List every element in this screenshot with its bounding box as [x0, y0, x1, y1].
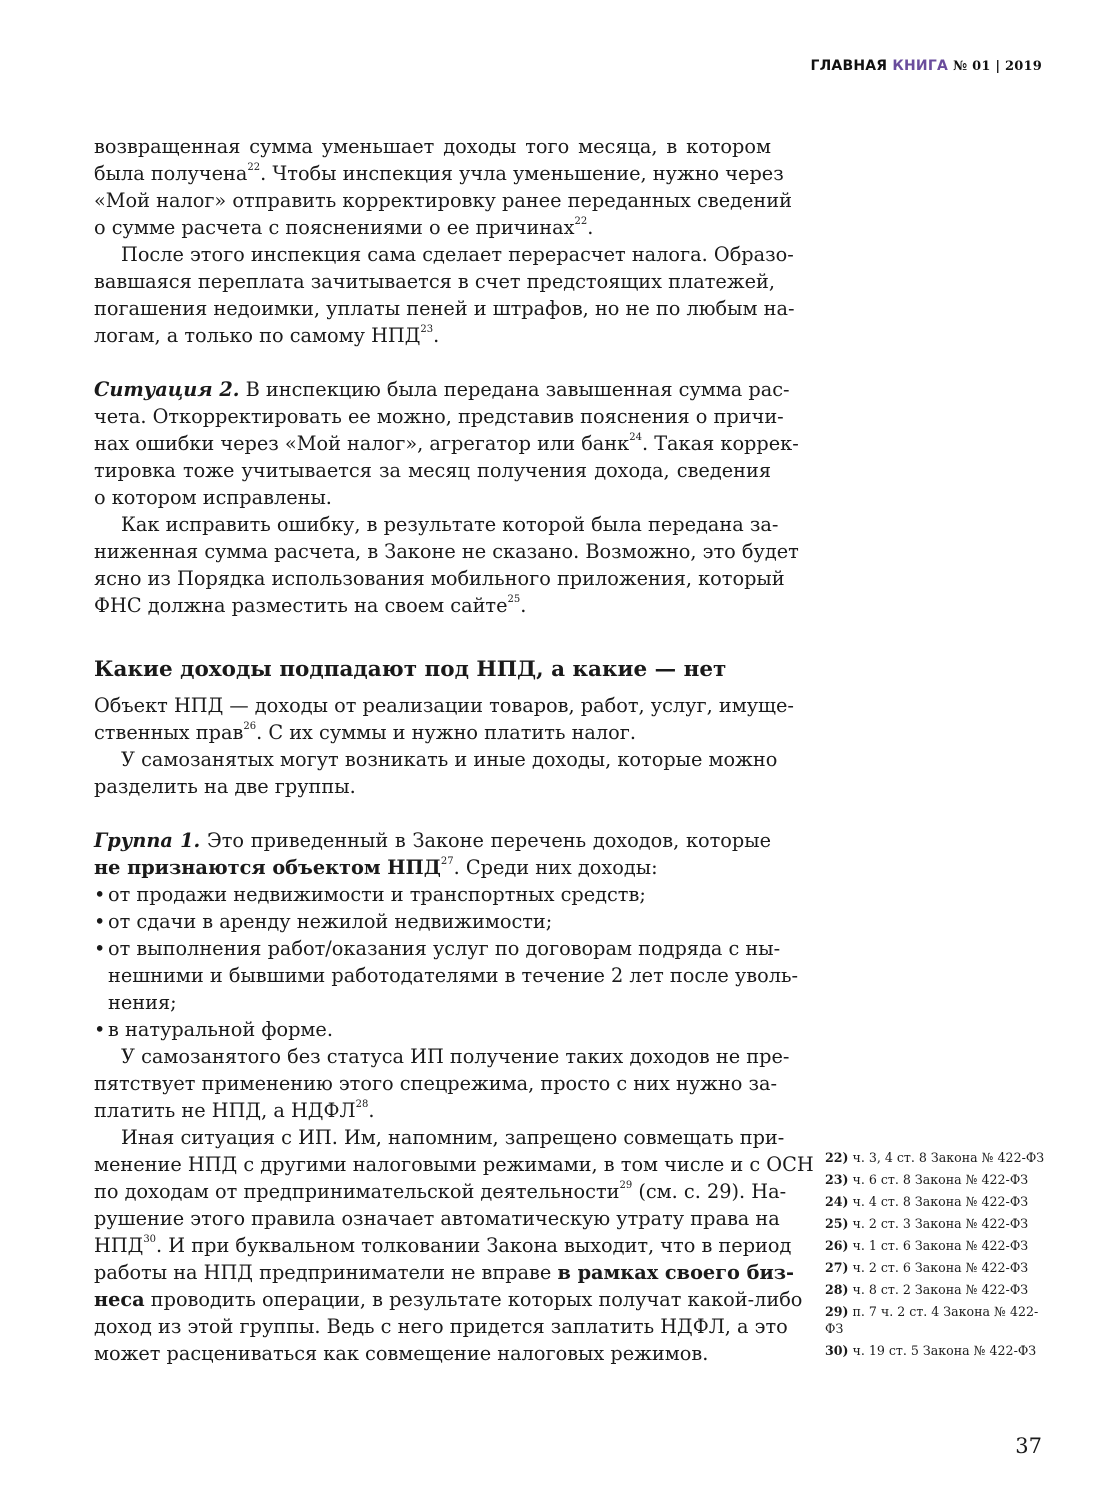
footnote-text: ч. 8 ст. 2 Закона № 422-ФЗ [852, 1282, 1029, 1297]
emphasis-text: в рамках своего биз- [557, 1261, 795, 1284]
text-line [94, 881, 771, 908]
text-span: После этого инспекция сама сделает перерасчет налога. Образо- [121, 243, 794, 266]
text-line [94, 538, 799, 565]
text-line [94, 457, 771, 484]
footnote-number: 25) [825, 1216, 849, 1231]
footnote [825, 1303, 1055, 1337]
list-item [94, 908, 771, 935]
footnote-ref: 28 [355, 1099, 369, 1110]
text-line [94, 1232, 792, 1259]
text-span: . Такая коррек- [641, 432, 799, 455]
text-line [94, 854, 771, 881]
text-span: ственных прав [94, 721, 244, 744]
text-span: . [368, 1099, 375, 1122]
text-span: возвращенная сумма уменьшает доходы того месяца, в котором [94, 135, 771, 158]
paragraph [94, 746, 778, 800]
paragraph [94, 827, 771, 881]
footnote [825, 1259, 1055, 1276]
text-span: ясно из Порядка использования мобильного приложения, который [94, 567, 785, 590]
footnote-text: ч. 6 ст. 8 Закона № 422-ФЗ [852, 1172, 1029, 1187]
footnote-text: ч. 2 ст. 3 Закона № 422-ФЗ [852, 1216, 1029, 1231]
text-line [94, 214, 771, 241]
text-span: от продажи недвижимости и транспортных средств; [108, 883, 646, 906]
text-span: менение НПД с другими налоговыми режимами, в том числе и с ОСН [94, 1153, 814, 1176]
text-line [94, 1070, 778, 1097]
text-line [94, 1205, 780, 1232]
text-span: вавшаяся переплата зачитывается в счет предстоящих платежей, [94, 270, 775, 293]
footnote-ref: 30 [143, 1234, 157, 1245]
text-span: Иная ситуация с ИП. Им, напомним, запрещено совмещать при- [121, 1126, 785, 1149]
text-span: У самозанятых могут возникать и иные доходы, которые можно [121, 748, 778, 771]
text-line [94, 322, 771, 349]
text-span: НПД [94, 1234, 144, 1257]
text-span: (см. с. 29). На- [632, 1180, 787, 1203]
brand-name-part1: ГЛАВНАЯ [810, 58, 888, 74]
text-span: о сумме расчета с пояснениями о ее причинах [94, 216, 575, 239]
footnote [825, 1237, 1055, 1254]
text-span: рушение этого правила означает автоматическую утрату права на [94, 1207, 780, 1230]
text-span: . [433, 324, 440, 347]
text-span: может расцениваться как совмещение налоговых режимов. [94, 1342, 709, 1365]
footnote-ref: 23 [420, 324, 434, 335]
text-span: доход из этой группы. Ведь с него придется заплатить НДФЛ, а это [94, 1315, 788, 1338]
text-span: Объект НПД — доходы от реализации товаров, работ, услуг, имуще- [94, 694, 794, 717]
text-line [94, 133, 771, 160]
text-span: . Среди них доходы: [453, 856, 658, 879]
text-span: . Чтобы инспекция учла уменьшение, нужно через [260, 162, 784, 185]
article-body [94, 133, 814, 1367]
text-span: В инспекцию была передана завышенная сумма рас- [239, 378, 790, 401]
text-span: была получена [94, 162, 248, 185]
footnote-ref: 27 [440, 856, 454, 867]
text-span: Это приведенный в Законе перечень доходов, которые [200, 829, 771, 852]
footnote [825, 1215, 1055, 1232]
text-line [94, 773, 771, 800]
paragraph [94, 241, 795, 349]
text-span: нения; [108, 991, 177, 1014]
footnote-ref: 29 [619, 1180, 633, 1191]
paragraph [94, 511, 799, 619]
text-span: . [520, 594, 527, 617]
text-line [94, 430, 799, 457]
text-span: от выполнения работ/оказания услуг по договорам подряда с ны- [108, 937, 781, 960]
footnote-ref: 25 [507, 594, 521, 605]
footnote-ref: 22 [574, 216, 588, 227]
emphasis-text: Ситуация 2. [94, 378, 240, 401]
footnote [825, 1342, 1055, 1359]
footnote-text: ч. 1 ст. 6 Закона № 422-ФЗ [852, 1238, 1029, 1253]
text-line [94, 908, 771, 935]
footnote [825, 1193, 1055, 1210]
text-span: проводить операции, в результате которых получат какой-либо [144, 1288, 803, 1311]
text-line [94, 1016, 771, 1043]
footnote-number: 24) [825, 1194, 849, 1209]
text-span: «Мой налог» отправить корректировку ранее переданных сведений [94, 189, 792, 212]
text-line [94, 1151, 814, 1178]
text-span: логам, а только по самому НПД [94, 324, 421, 347]
text-span: Как исправить ошибку, в результате которой была передана за- [121, 513, 779, 536]
text-line [94, 376, 790, 403]
footnote-number: 27) [825, 1260, 849, 1275]
issue-number: № 01 | 2019 [953, 59, 1042, 74]
paragraph [94, 692, 794, 746]
text-span: погашения недоимки, уплаты пеней и штрафов, но не по любым на- [94, 297, 795, 320]
text-line [94, 1178, 787, 1205]
footnote-number: 22) [825, 1150, 849, 1165]
text-line [94, 746, 778, 773]
text-line [94, 935, 781, 962]
text-line [94, 1124, 785, 1151]
text-span: . И при буквальном толковании Закона выходит, что в период [156, 1234, 792, 1257]
list-item [94, 1016, 771, 1043]
text-span: о котором исправлены. [94, 486, 332, 509]
paragraph [94, 1124, 814, 1367]
footnote [825, 1281, 1055, 1298]
footnote-ref: 24 [629, 432, 642, 443]
footnote [825, 1171, 1055, 1188]
text-span: У самозанятого без статуса ИП получение таких доходов не пре- [121, 1045, 790, 1068]
footnote-text: п. 7 ч. 2 ст. 4 Закона № 422-ФЗ [825, 1304, 1039, 1336]
text-span: разделить на две группы. [94, 775, 356, 798]
text-line [94, 1286, 803, 1313]
text-span: . С их суммы и нужно платить налог. [256, 721, 637, 744]
emphasis-text: Группа 1. [94, 829, 201, 852]
footnote-ref: 22 [247, 162, 261, 173]
footnote-number: 23) [825, 1172, 849, 1187]
text-span: работы на НПД предприниматели не вправе [94, 1261, 558, 1284]
text-line [94, 692, 794, 719]
text-line [94, 511, 779, 538]
page-number: 37 [1015, 1434, 1042, 1458]
footnote-ref: 26 [243, 721, 257, 732]
text-line [94, 268, 775, 295]
text-span: тировка тоже учитывается за месяц получения дохода, сведения [94, 459, 771, 482]
emphasis-text: не признаются объектом НПД [94, 856, 441, 879]
text-line [94, 592, 771, 619]
text-span: ниженная сумма расчета, в Законе не сказано. Возможно, это будет [94, 540, 799, 563]
text-span: от сдачи в аренду нежилой недвижимости; [108, 910, 553, 933]
text-line [94, 1313, 788, 1340]
text-line [94, 1043, 790, 1070]
footnote-number: 29) [825, 1304, 849, 1319]
list-item [94, 881, 771, 908]
text-line [94, 1340, 771, 1367]
paragraph [94, 376, 799, 511]
text-line [94, 719, 771, 746]
text-span: ФНС должна разместить на своем сайте [94, 594, 508, 617]
footnote-number: 30) [825, 1343, 849, 1358]
footnote [825, 1149, 1055, 1166]
text-line [94, 962, 799, 989]
footnote-number: 28) [825, 1282, 849, 1297]
text-line [94, 403, 784, 430]
footnote-number: 26) [825, 1238, 849, 1253]
text-line [94, 484, 771, 511]
running-header [810, 58, 1042, 74]
text-line [94, 1097, 771, 1124]
text-line [94, 241, 794, 268]
text-line [94, 565, 785, 592]
text-span: . [587, 216, 594, 239]
text-span: платить не НПД, а НДФЛ [94, 1099, 356, 1122]
text-line [94, 827, 771, 854]
footnote-text: ч. 4 ст. 8 Закона № 422-ФЗ [852, 1194, 1029, 1209]
brand-name-part2: КНИГА [892, 58, 948, 74]
text-line [94, 187, 792, 214]
footnote-text: ч. 19 ст. 5 Закона № 422-ФЗ [852, 1343, 1037, 1358]
emphasis-text: неса [94, 1288, 145, 1311]
text-line [94, 295, 795, 322]
text-line [94, 160, 784, 187]
text-span: чета. Откорректировать ее можно, представив пояснения о причи- [94, 405, 784, 428]
text-span: по доходам от предпринимательской деятельности [94, 1180, 620, 1203]
text-span: пятствует применению этого спецрежима, просто с них нужно за- [94, 1072, 778, 1095]
text-line [94, 989, 771, 1016]
text-line [94, 1259, 795, 1286]
text-span: нешними и бывшими работодателями в течение 2 лет после уволь- [108, 964, 799, 987]
paragraph [94, 1043, 790, 1124]
footnote-text: ч. 3, 4 ст. 8 Закона № 422-ФЗ [852, 1150, 1045, 1165]
footnote-text: ч. 2 ст. 6 Закона № 422-ФЗ [852, 1260, 1029, 1275]
text-span: нах ошибки через «Мой налог», агрегатор или банк [94, 432, 630, 455]
footnotes [825, 1149, 1055, 1364]
list-item [94, 935, 799, 1016]
text-span: в натуральной форме. [108, 1018, 333, 1041]
paragraph [94, 133, 792, 241]
section-heading: Какие доходы подпадают под НПД, а какие — нет [94, 657, 727, 682]
